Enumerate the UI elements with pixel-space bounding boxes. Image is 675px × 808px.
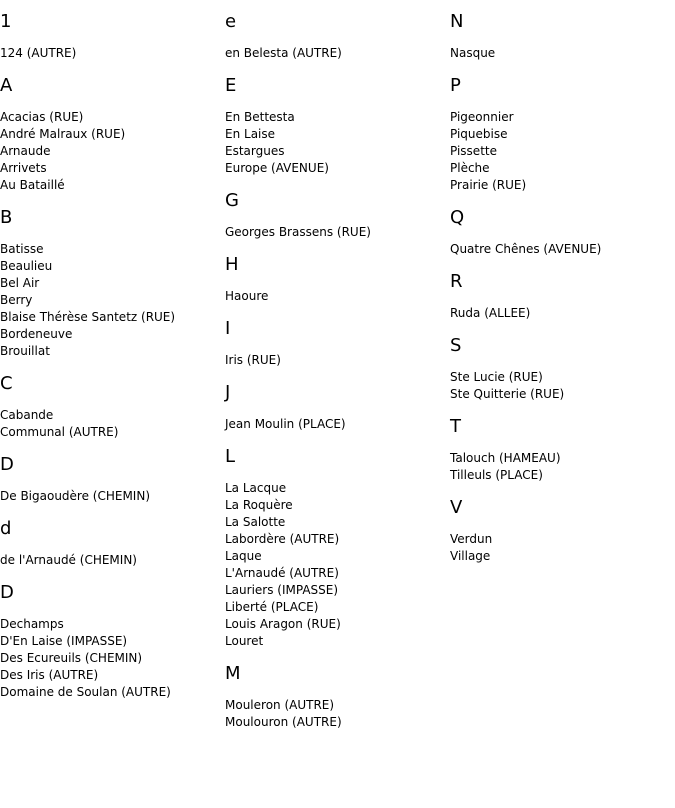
letter-section (0, 373, 175, 441)
letter-section (450, 207, 601, 258)
street-link[interactable]: Des Iris (AUTRE) (0, 668, 99, 682)
street-list-item (225, 548, 371, 565)
street-link[interactable]: Louis Aragon (RUE) (225, 617, 341, 631)
street-list-item (0, 109, 175, 126)
section-letter-heading: B (0, 207, 13, 228)
street-link[interactable]: Dechamps (0, 617, 64, 631)
street-list-item (225, 514, 371, 531)
street-list-item (0, 309, 175, 326)
street-list-item (0, 667, 175, 684)
street-link[interactable]: En Laise (225, 127, 276, 141)
letter-section (225, 190, 371, 241)
street-list (450, 369, 601, 403)
letter-section (450, 271, 601, 322)
street-list-item (225, 714, 371, 731)
street-list-item (225, 480, 371, 497)
street-link[interactable]: en Belesta (AUTRE) (225, 46, 342, 60)
street-link[interactable]: Pigeonnier (450, 110, 514, 124)
street-list (0, 45, 175, 62)
street-link[interactable]: Europe (AVENUE) (225, 161, 329, 175)
street-link[interactable]: Haoure (225, 289, 269, 303)
section-letter-heading: e (225, 11, 237, 32)
street-list-item (450, 126, 601, 143)
street-list-item (225, 352, 371, 369)
street-list-item (225, 531, 371, 548)
street-link[interactable]: De Bigaoudère (CHEMIN) (0, 489, 151, 503)
street-list-item (0, 45, 175, 62)
street-list (0, 407, 175, 441)
street-index-column-2 (225, 0, 371, 744)
street-link[interactable]: D'En Laise (IMPASSE) (0, 634, 128, 648)
street-link[interactable]: Jean Moulin (PLACE) (225, 417, 346, 431)
section-letter-heading: L (225, 446, 236, 467)
street-link[interactable]: Piquebise (450, 127, 508, 141)
street-list (0, 241, 175, 360)
street-list (450, 450, 601, 484)
street-list-item (450, 143, 601, 160)
street-list-item (0, 143, 175, 160)
letter-section (0, 454, 175, 505)
street-list (225, 45, 371, 62)
street-list (450, 305, 601, 322)
street-list (225, 288, 371, 305)
street-link[interactable]: Batisse (0, 242, 44, 256)
street-list (225, 480, 371, 650)
street-link[interactable]: Quatre Chênes (AVENUE) (450, 242, 602, 256)
street-link[interactable]: Au Bataillé (0, 178, 65, 192)
street-link[interactable]: Estargues (225, 144, 285, 158)
street-link[interactable]: Arrivets (0, 161, 47, 175)
street-link[interactable]: Iris (RUE) (225, 353, 281, 367)
street-link[interactable]: En Bettesta (225, 110, 295, 124)
street-link[interactable]: Nasque (450, 46, 496, 60)
street-list-item (225, 45, 371, 62)
street-list-item (0, 650, 175, 667)
letter-section (225, 11, 371, 62)
street-index-column-1 (0, 0, 175, 714)
street-list-item (225, 697, 371, 714)
street-list-item (0, 616, 175, 633)
street-list-item (0, 177, 175, 194)
street-list-item (0, 488, 175, 505)
section-letter-heading: M (225, 663, 241, 684)
street-link[interactable]: Labordère (AUTRE) (225, 532, 340, 546)
street-link[interactable]: La Lacque (225, 481, 287, 495)
letter-section (0, 75, 175, 194)
street-list-item (225, 416, 371, 433)
street-link[interactable]: Domaine de Soulan (AUTRE) (0, 685, 171, 699)
street-list (0, 488, 175, 505)
street-list-item (0, 160, 175, 177)
street-link[interactable]: Ste Lucie (RUE) (450, 370, 543, 384)
street-link[interactable]: Brouillat (0, 344, 50, 358)
street-list-item (225, 497, 371, 514)
street-list-item (0, 343, 175, 360)
letter-section (450, 11, 601, 62)
street-link[interactable]: Berry (0, 293, 33, 307)
letter-section (0, 518, 175, 569)
street-list-item (450, 548, 601, 565)
letter-section (450, 335, 601, 403)
section-letter-heading: S (450, 335, 462, 356)
street-list-item (450, 531, 601, 548)
street-list-item (0, 326, 175, 343)
street-link[interactable]: Laque (225, 549, 262, 563)
section-letter-heading: G (225, 190, 239, 211)
street-link[interactable]: La Roquère (225, 498, 293, 512)
street-list (225, 109, 371, 177)
street-list-item (450, 160, 601, 177)
street-list (450, 531, 601, 565)
section-letter-heading: E (225, 75, 237, 96)
street-list (450, 241, 601, 258)
street-link[interactable]: Lauriers (IMPASSE) (225, 583, 339, 597)
street-list-item (225, 126, 371, 143)
street-list-item (225, 633, 371, 650)
street-link[interactable]: Plèche (450, 161, 490, 175)
street-list-item (225, 616, 371, 633)
street-list-item (225, 160, 371, 177)
street-list-item (0, 258, 175, 275)
street-list-item (225, 599, 371, 616)
section-letter-heading: J (225, 382, 231, 403)
street-link[interactable]: Louret (225, 634, 264, 648)
street-list-item (450, 450, 601, 467)
section-letter-heading: I (225, 318, 231, 339)
street-list-item (0, 126, 175, 143)
section-letter-heading: Q (450, 207, 465, 228)
street-link[interactable]: Ruda (ALLEE) (450, 306, 531, 320)
letter-section (225, 663, 371, 731)
street-list-item (0, 633, 175, 650)
street-list (450, 45, 601, 62)
street-list-item (225, 582, 371, 599)
street-list-item (0, 552, 175, 569)
street-list (0, 616, 175, 701)
letter-section (450, 416, 601, 484)
street-link[interactable]: Liberté (PLACE) (225, 600, 319, 614)
street-link[interactable]: Cabande (0, 408, 54, 422)
street-link[interactable]: Acacias (RUE) (0, 110, 84, 124)
street-index-column-3 (450, 0, 601, 578)
street-link[interactable]: de l'Arnaudé (CHEMIN) (0, 553, 137, 567)
street-link[interactable]: Ste Quitterie (RUE) (450, 387, 565, 401)
street-list-item (225, 143, 371, 160)
street-link[interactable]: Bel Air (0, 276, 40, 290)
street-link[interactable]: Village (450, 549, 491, 563)
street-list-item (450, 386, 601, 403)
section-letter-heading: D (0, 582, 14, 603)
street-link[interactable]: Arnaude (0, 144, 51, 158)
street-link[interactable]: Moulouron (AUTRE) (225, 715, 342, 729)
section-letter-heading: 1 (0, 11, 12, 32)
street-list-item (225, 288, 371, 305)
street-link[interactable]: Pissette (450, 144, 497, 158)
section-letter-heading: D (0, 454, 14, 475)
letter-section (225, 446, 371, 650)
letter-section (0, 11, 175, 62)
street-list-item (0, 684, 175, 701)
section-letter-heading: P (450, 75, 461, 96)
street-list (225, 416, 371, 433)
street-list-item (450, 369, 601, 386)
street-list (225, 352, 371, 369)
street-link[interactable]: Blaise Thérèse Santetz (RUE) (0, 310, 176, 324)
letter-section (0, 582, 175, 701)
street-link[interactable]: La Salotte (225, 515, 286, 529)
street-list (0, 552, 175, 569)
street-list (225, 697, 371, 731)
section-letter-heading: V (450, 497, 463, 518)
street-link[interactable]: Tilleuls (PLACE) (450, 468, 543, 482)
section-letter-heading: N (450, 11, 464, 32)
street-link[interactable]: Verdun (450, 532, 493, 546)
section-letter-heading: A (0, 75, 13, 96)
letter-section (225, 318, 371, 369)
street-link[interactable]: Communal (AUTRE) (0, 425, 119, 439)
street-link[interactable]: Mouleron (AUTRE) (225, 698, 335, 712)
street-list-item (225, 565, 371, 582)
street-list-item (0, 424, 175, 441)
street-link[interactable]: André Malraux (RUE) (0, 127, 126, 141)
street-list-item (450, 305, 601, 322)
street-list-item (0, 241, 175, 258)
street-link[interactable]: 124 (AUTRE) (0, 46, 77, 60)
section-letter-heading: H (225, 254, 239, 275)
street-list (0, 109, 175, 194)
section-letter-heading: T (450, 416, 461, 437)
letter-section (450, 497, 601, 565)
street-list-item (0, 407, 175, 424)
letter-section (225, 254, 371, 305)
street-list-item (450, 241, 601, 258)
street-link[interactable]: Des Ecureuils (CHEMIN) (0, 651, 143, 665)
street-link[interactable]: Beaulieu (0, 259, 53, 273)
street-list-item (225, 224, 371, 241)
section-letter-heading: d (0, 518, 12, 539)
street-link[interactable]: Georges Brassens (RUE) (225, 225, 371, 239)
section-letter-heading: C (0, 373, 13, 394)
letter-section (0, 207, 175, 360)
street-list-item (0, 275, 175, 292)
street-list (225, 224, 371, 241)
street-list-item (450, 109, 601, 126)
street-list-item (0, 292, 175, 309)
section-letter-heading: R (450, 271, 463, 292)
letter-section (225, 75, 371, 177)
letter-section (450, 75, 601, 194)
street-list-item (225, 109, 371, 126)
street-link[interactable]: Bordeneuve (0, 327, 73, 341)
street-list (450, 109, 601, 194)
street-list-item (450, 467, 601, 484)
street-link[interactable]: Prairie (RUE) (450, 178, 527, 192)
letter-section (225, 382, 371, 433)
street-link[interactable]: L'Arnaudé (AUTRE) (225, 566, 339, 580)
street-list-item (450, 177, 601, 194)
street-list-item (450, 45, 601, 62)
street-link[interactable]: Talouch (HAMEAU) (450, 451, 561, 465)
